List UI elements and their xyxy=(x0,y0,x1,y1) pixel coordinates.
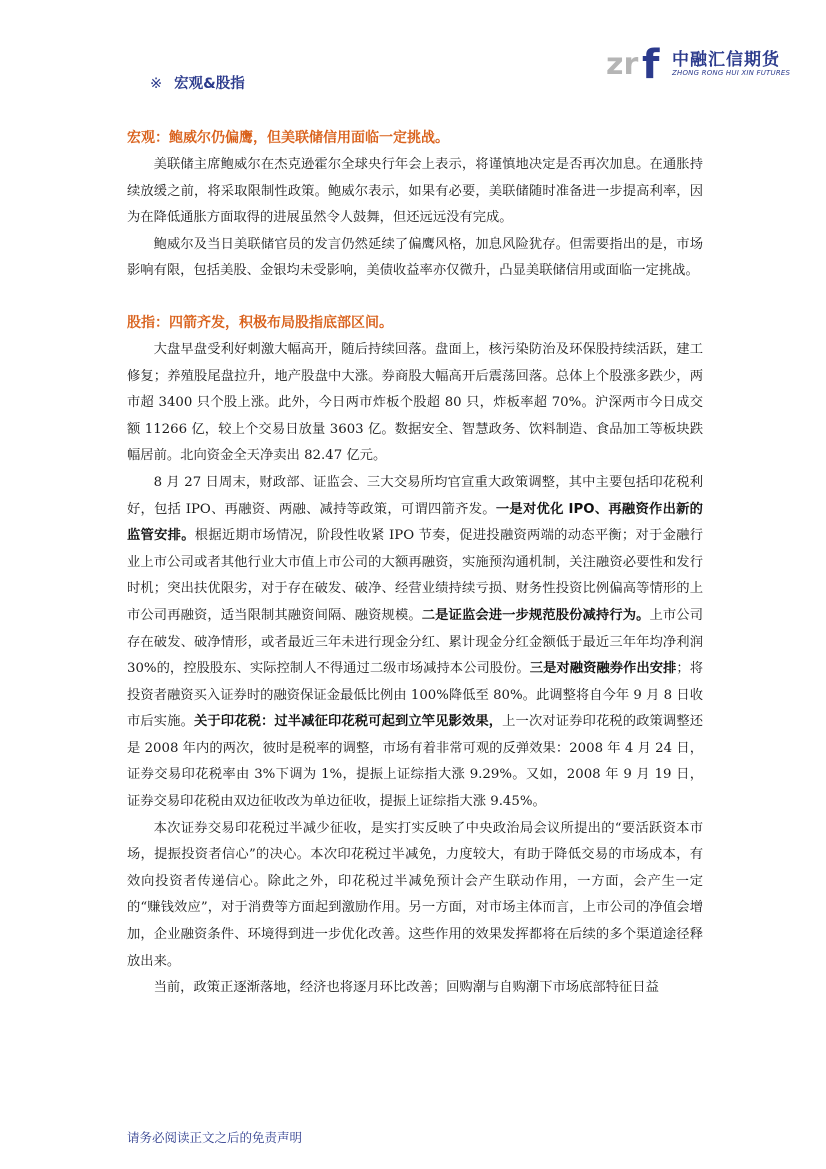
index-paragraph-4: 当前，政策正逐渐落地，经济也将逐月环比改善；回购潮与自购潮下市场底部特征日益 xyxy=(153,980,659,996)
index-heading: 股指：四箭齐发，积极布局股指底部区间。 xyxy=(127,314,393,331)
policy-ipo-bold: 一是对优化 IPO、再融资作出新的监管安排。 xyxy=(127,501,703,544)
policy-margin-text: ；将投资者融资买入证券时的融资保证金最低比例由 100%降低至 80%。此调整将自今年 9 月 8 日收市后实施。 xyxy=(127,661,703,730)
section-title-text: 宏观&股指 xyxy=(174,76,245,92)
macro-paragraph-1: 美联储主席鲍威尔在杰克逊霍尔全球央行年会上表示，将谨慎地决定是否再次加息。在通胀持续放缓之前，将采取限制性政策。鲍威尔表示，如果有必要，美联储随时准备进一步提高利率，因为在降低通胀方面取得的进展虽然令人鼓舞，但还远远没有完成。 xyxy=(127,157,703,226)
index-paragraph-2 xyxy=(127,470,703,816)
policy-reduction-text: 上市公司存在破发、破净情形，或者最近三年未进行现金分红、累计现金分红金额低于最近三年年均净利润 30%的，控股股东、实际控制人不得通过二级市场减持本公司股份。 xyxy=(127,607,704,677)
stamp-duty-text: 上一次对证券印花税的政策调整还是 2008 年内的两次，彼时是税率的调整，市场有着非常可观的反弹效果：2008 年 4 月 24 日，证券交易印花税率由 3%下调为 1%，提振上证综指大涨 9.29%。又如，2008 年 9 月 19 日，证券交易印花税由双边征收改为单边征收，提振上证综指大涨 9.45%。 xyxy=(127,714,704,810)
svg-text:f: f xyxy=(642,42,660,84)
zrf-logo-mark-icon xyxy=(606,40,668,84)
index-paragraph-1: 大盘早盘受利好刺激大幅高开，随后持续回落。盘面上，核污染防治及环保股持续活跃，建工修复；养殖股尾盘拉升，地产股盘中大涨。券商股大幅高开后震荡回落。总体上个股涨多跌少，两市超 3400 只个股上涨。此外，今日两市炸板个股超 80 只，炸板率超 70%。沪深两市今日成交额 11266 亿，较上个交易日放量 3603 亿。数据安全、智慧政务、饮料制造、食品加工等板块跌幅居前。北向资金全天净卖出 82.47 亿元。 xyxy=(127,341,703,464)
policy-ipo-text: 根据近期市场情况，阶段性收紧 IPO 节奏，促进投融资两端的动态平衡；对于金融行业上市公司或者其他行业大市值上市公司的大额再融资，实施预沟通机制，关注融资必要性和发行时机；突出扶优限劣，对于存在破发、破净、经营业绩持续亏损、财务性投资比例偏高等情形的上市公司再融资，适当限制其融资间隔、融资规模。 xyxy=(127,528,703,623)
macro-heading: 宏观：鲍威尔仍偏鹰，但美联储信用面临一定挑战。 xyxy=(127,130,449,146)
policy-intro-text: 8 月 27 日周末，财政部、证监会、三大交易所均官宣重大政策调整，其中主要包括印花税利好，包括 IPO、再融资、两融、减持等政策，可谓四箭齐发。 xyxy=(127,474,703,517)
company-logo xyxy=(606,40,798,84)
stamp-duty-bold: 关于印花税：过半减征印花税可起到立竿见影效果， xyxy=(194,714,503,730)
svg-text:zr: zr xyxy=(606,47,639,82)
report-body xyxy=(127,124,703,1002)
reference-mark-icon: ※ xyxy=(150,76,163,92)
index-paragraph-3: 本次证券交易印花税过半减少征收，是实打实反映了中央政治局会议所提出的“要活跃资本市场，提振投资者信心”的决心。本次印花税过半减免，力度较大，有助于降低交易的市场成本，有效向投资者传递信心。除此之外，印花税过半减免预计会产生联动作用，一方面，会产生一定的“赚钱效应”，对于消费等方面起到激励作用。另一方面，对市场主体而言，上市公司的净值会增加，企业融资条件、环境得到进一步优化改善。这些作用的效果发挥都将在后续的多个渠道途径释放出来。 xyxy=(127,820,703,969)
macro-paragraph-2: 鲍威尔及当日美联储官员的发言仍然延续了偏鹰风格，加息风险犹存。但需要指出的是，市场影响有限，包括美股、金银均未受影响，美债收益率亦仅微升，凸显美联储信用或面临一定挑战。 xyxy=(127,236,703,279)
footer-disclaimer: 请务必阅读正文之后的免责声明 xyxy=(127,1130,303,1145)
logo-english-name: ZHONG RONG HUI XIN FUTURES xyxy=(672,69,791,77)
section-title xyxy=(150,72,245,93)
policy-margin-bold: 三是对融资融券作出安排 xyxy=(529,661,677,677)
policy-reduction-bold: 二是证监会进一步规范股份减持行为。 xyxy=(421,607,650,623)
logo-chinese-name: 中融汇信期货 xyxy=(672,50,780,70)
